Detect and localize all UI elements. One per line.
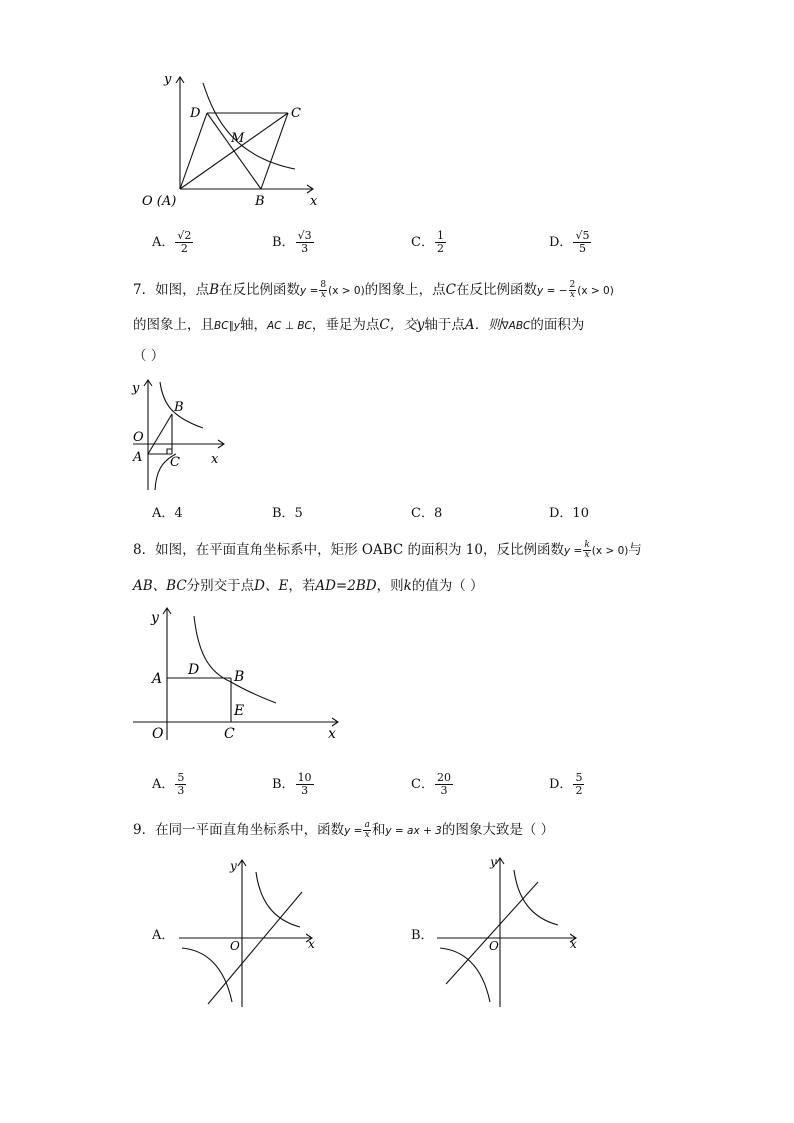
- fraction-numerator: 2: [569, 280, 576, 290]
- q8-text: ，则: [376, 578, 404, 594]
- q7-text: 的图象上，点: [364, 282, 446, 298]
- option-letter: B．: [272, 777, 295, 792]
- q7-text: C，交: [379, 317, 417, 333]
- q9-func2: y = ax + 3: [385, 825, 442, 837]
- fraction-denominator: x: [569, 290, 575, 300]
- label-A: A: [152, 671, 163, 687]
- q7-text: ，垂足为点: [311, 317, 380, 333]
- q8-option-a[interactable]: [152, 772, 187, 797]
- q9-option-b-letter[interactable]: B．: [411, 928, 434, 943]
- hyperbola-q3: [440, 948, 490, 1002]
- fraction-numerator: 5: [575, 771, 583, 784]
- fraction-denominator: 3: [177, 784, 185, 797]
- q7-triangle: ∇ABC: [501, 320, 531, 332]
- fraction-denominator: 3: [301, 242, 309, 255]
- fraction-denominator: 5: [578, 242, 586, 255]
- q8-text: k: [403, 578, 412, 594]
- label-y: y: [164, 72, 172, 87]
- q9-func1-y: y =: [344, 825, 363, 837]
- label-O: O: [230, 939, 240, 953]
- q7-point-B: B: [209, 282, 220, 298]
- q7-func2-domain: (x > 0): [577, 285, 614, 297]
- label-y: y: [490, 855, 497, 869]
- label-y: y: [151, 610, 159, 626]
- fraction-numerator: √2: [177, 229, 192, 242]
- label-O: O: [489, 939, 499, 953]
- label-B: B: [255, 194, 265, 209]
- label-x: x: [308, 937, 315, 951]
- q8-text: AD=2BD: [315, 578, 377, 594]
- q8-stem-line2: [133, 576, 484, 596]
- hyperbola-q3: [182, 948, 232, 1002]
- fraction-denominator: 2: [575, 784, 583, 797]
- fraction-denominator: 3: [301, 784, 309, 797]
- label-D: D: [190, 106, 201, 121]
- fraction-numerator: 1: [436, 229, 444, 242]
- q8-text: D、E: [254, 578, 289, 594]
- option-letter: C．: [411, 235, 434, 250]
- q8-func-y: y =: [563, 545, 583, 557]
- q9-text: 的图象大致是（ ）: [441, 822, 555, 838]
- figure-q6: [135, 65, 335, 215]
- label-O: O: [133, 430, 144, 445]
- q9-option-a-letter[interactable]: A．: [152, 928, 175, 943]
- q7-option-a[interactable]: A．4: [152, 506, 183, 521]
- label-B: B: [174, 400, 184, 415]
- fraction-denominator: x: [320, 290, 326, 300]
- q7-answer-paren: （ ）: [133, 348, 165, 364]
- fraction-numerator: 5: [177, 771, 185, 784]
- q8-text: 分别交于点: [186, 578, 255, 594]
- q7-text: 在反比例函数: [219, 282, 301, 298]
- q7-ac-perp: AC ⊥ BC: [267, 320, 312, 332]
- q8-stem-line1: [133, 540, 642, 561]
- label-M: M: [231, 131, 245, 146]
- option-letter: C．: [411, 777, 434, 792]
- fraction-numerator: 20: [436, 771, 451, 784]
- hyperbola-q1: [514, 870, 558, 925]
- figure-q9-a[interactable]: [174, 852, 324, 1012]
- label-O: O: [152, 726, 164, 742]
- q8-text: ，若: [288, 578, 316, 594]
- q7-stem-line1: [133, 280, 614, 301]
- q7-text: A．则: [464, 317, 502, 333]
- fraction-denominator: x: [584, 550, 590, 560]
- label-A: A: [133, 450, 143, 465]
- option-letter: D．: [549, 777, 573, 792]
- q7-text: y: [416, 317, 425, 333]
- q6-option-b[interactable]: [272, 230, 315, 255]
- q8-func-domain: (x > 0): [591, 545, 629, 557]
- q7-text: 在反比例函数: [456, 282, 538, 298]
- q8-text: 8．如图，在平面直角坐标系中，矩形 OABC 的面积为 10，反比例函数: [133, 542, 564, 558]
- q7-option-b[interactable]: B．5: [272, 506, 303, 521]
- label-C: C: [170, 455, 180, 470]
- label-C: C: [291, 106, 301, 121]
- label-C: C: [224, 726, 235, 742]
- q7-option-d[interactable]: D．10: [549, 506, 589, 521]
- fraction-denominator: 3: [440, 784, 448, 797]
- q7-text: 的图象上，且: [133, 317, 214, 333]
- q6-option-a[interactable]: [152, 230, 194, 255]
- fraction-numerator: 8: [320, 280, 327, 290]
- q7-func1-y: y =: [300, 285, 319, 297]
- figure-q7: [128, 372, 228, 497]
- fraction-denominator: 2: [436, 242, 444, 255]
- figure-q8: [128, 602, 348, 747]
- fraction-numerator: √3: [297, 229, 312, 242]
- q6-option-c[interactable]: [411, 230, 447, 255]
- fraction-denominator: x: [364, 830, 370, 840]
- q8-text: 与: [628, 542, 642, 558]
- label-x: x: [310, 194, 318, 209]
- option-letter: A．: [152, 235, 175, 250]
- q9-text: 和: [371, 822, 386, 838]
- label-OA: O (A): [142, 194, 177, 209]
- label-y: y: [230, 859, 237, 873]
- line-graph: [208, 892, 302, 1004]
- fraction-numerator: k: [584, 540, 590, 550]
- q7-text: 轴，: [240, 317, 267, 333]
- fraction-denominator: 2: [180, 242, 188, 255]
- q7-func1-domain: (x > 0): [328, 285, 365, 297]
- q7-option-c[interactable]: C．8: [411, 506, 443, 521]
- option-letter: B．: [272, 235, 295, 250]
- fraction-numerator: a: [364, 820, 370, 830]
- q8-text: AB、BC: [133, 578, 187, 594]
- q8-option-c[interactable]: [411, 772, 454, 797]
- q8-option-b[interactable]: [272, 772, 315, 797]
- figure-q9-b[interactable]: [432, 852, 582, 1012]
- fraction-numerator: √5: [575, 229, 590, 242]
- q7-bc-parallel: BC∥y: [214, 320, 240, 332]
- q9-text: 9．在同一平面直角坐标系中，函数: [133, 822, 345, 838]
- label-x: x: [328, 726, 336, 742]
- q9-stem: [133, 820, 554, 841]
- option-letter: D．: [549, 235, 573, 250]
- hyperbola-q1: [256, 872, 300, 927]
- label-x: x: [211, 452, 219, 467]
- label-x: x: [570, 937, 577, 951]
- hyperbola-curve: [194, 616, 276, 703]
- q8-text: 的值为（ ）: [411, 578, 484, 594]
- q7-func2-y: y = −: [537, 285, 568, 297]
- q7-text: 的面积为: [530, 317, 585, 333]
- line-graph: [446, 882, 538, 984]
- label-y: y: [132, 381, 140, 396]
- q8-option-d[interactable]: [549, 772, 585, 797]
- q7-text: 7．如图，点: [133, 282, 210, 298]
- q7-stem-line2: [133, 315, 584, 336]
- q7-point-C: C: [445, 282, 457, 298]
- option-letter: A．: [152, 777, 175, 792]
- q7-text: 轴于点: [424, 317, 465, 333]
- label-E: E: [234, 703, 245, 719]
- label-B: B: [234, 669, 245, 685]
- fraction-numerator: 10: [297, 771, 312, 784]
- label-D: D: [188, 662, 200, 678]
- q6-option-d[interactable]: [549, 230, 592, 255]
